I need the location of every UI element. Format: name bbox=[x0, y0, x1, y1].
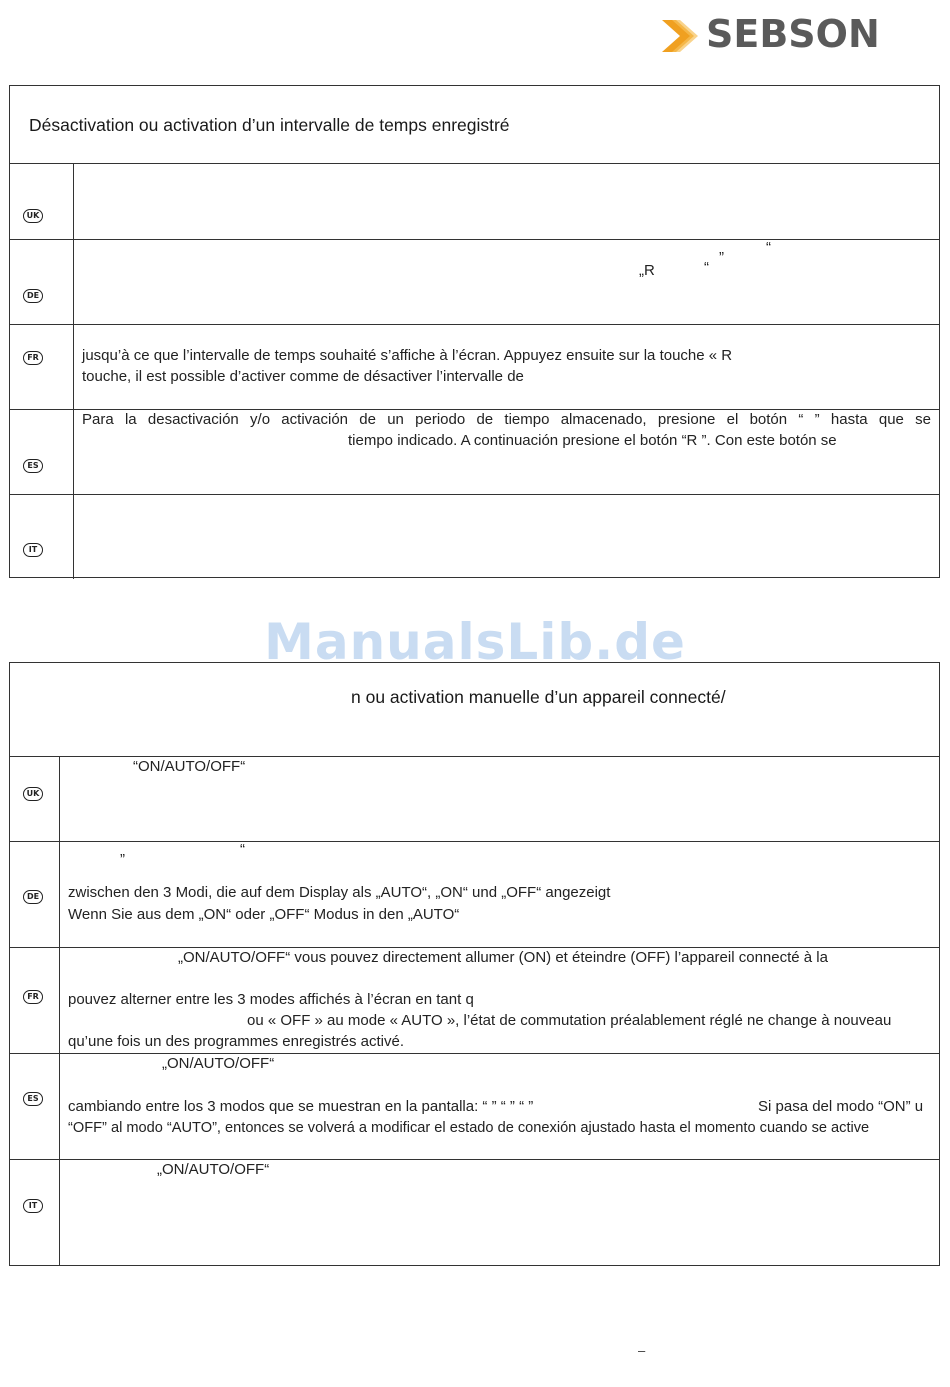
text-line: Wenn Sie aus dem „ON“ oder „OFF“ Modus in den „AUTO“ bbox=[68, 906, 460, 923]
text-line: touche, il est possible d’activer comme de désactiver l’intervalle de bbox=[82, 368, 524, 385]
section-title: Désactivation ou activation d’un intervalle de temps enregistré bbox=[29, 115, 510, 135]
text-line: jusqu’à ce que l’intervalle de temps souhaité s’affiche à l’écran. Appuyez ensuite sur la touche « R bbox=[82, 347, 733, 364]
text-line: „ON/AUTO/OFF“ vous pouvez directement allumer (ON) et éteindre (OFF) l’appareil connecté à la bbox=[178, 949, 828, 966]
section-title: n ou activation manuelle d’un appareil connecté/ bbox=[351, 687, 726, 707]
lang-row-de bbox=[10, 239, 939, 325]
text-line: „ON/AUTO/OFF“ bbox=[162, 1055, 275, 1072]
page-mark: – bbox=[638, 1343, 646, 1358]
lang-row-fr bbox=[10, 947, 939, 1054]
section-title-row bbox=[10, 86, 939, 164]
lang-badge-de: DE bbox=[23, 890, 43, 904]
lang-badge-it: IT bbox=[23, 543, 43, 557]
lang-badge-it: IT bbox=[23, 1199, 43, 1213]
section-title-row bbox=[10, 663, 939, 757]
lang-row-es bbox=[10, 409, 939, 495]
lang-badge-de: DE bbox=[23, 289, 43, 303]
text-line: pouvez alterner entre les 3 modes affichés à l’écran en tant q bbox=[68, 991, 474, 1008]
text-line: qu’une fois un des programmes enregistrés activé. bbox=[68, 1033, 405, 1050]
text-fragment: “ bbox=[240, 841, 245, 858]
lang-row-de bbox=[10, 841, 939, 948]
chevron-logo-icon bbox=[660, 16, 700, 56]
lang-row-uk bbox=[10, 163, 939, 240]
lang-row-es bbox=[10, 1053, 939, 1160]
section-deactivate-interval bbox=[9, 85, 940, 578]
section-manual-activation bbox=[9, 662, 940, 1266]
lang-row-it bbox=[10, 1159, 939, 1265]
text-fragment: ” bbox=[120, 851, 125, 868]
text-line: “OFF” al modo “AUTO”, entonces se volverá a modificar el estado de conexión ajustado hasta el momento cuando se active bbox=[68, 1120, 870, 1136]
text-line: zwischen den 3 Modi, die auf dem Display als „AUTO“, „ON“ und „OFF“ angezeigt bbox=[68, 884, 611, 901]
text-line: Si pasa del modo “ON” u bbox=[758, 1098, 924, 1115]
lang-badge-uk: UK bbox=[23, 787, 43, 801]
text-fragment: „R bbox=[639, 262, 655, 279]
text-line: cambiando entre los 3 modos que se muestran en la pantalla: “ ” “ ” “ ” bbox=[68, 1098, 534, 1115]
lang-badge-fr: FR bbox=[23, 351, 43, 365]
lang-badge-uk: UK bbox=[23, 209, 43, 223]
lang-badge-fr: FR bbox=[23, 990, 43, 1004]
text-fragment: “ bbox=[704, 259, 709, 276]
text-fragment: ” bbox=[719, 249, 724, 266]
text-line: “ON/AUTO/OFF“ bbox=[133, 758, 246, 775]
lang-row-it bbox=[10, 494, 939, 579]
sebson-logo bbox=[660, 14, 890, 58]
text-line: tiempo indicado. A continuación presione el botón “R ”. Con este botón se bbox=[348, 432, 837, 449]
lang-badge-es: ES bbox=[23, 1092, 43, 1106]
lang-row-uk bbox=[10, 756, 939, 842]
text-line: „ON/AUTO/OFF“ bbox=[157, 1161, 270, 1178]
lang-row-fr bbox=[10, 324, 939, 410]
brand-name: SEBSON bbox=[706, 12, 880, 56]
lang-badge-es: ES bbox=[23, 459, 43, 473]
text-fragment: “ bbox=[766, 239, 771, 256]
text-line: Para la desactivación y/o activación de un periodo de tiempo almacenado, presione el botón “ ” hasta que se bbox=[82, 411, 931, 428]
manualslib-watermark: ManualsLib.de bbox=[264, 613, 686, 671]
text-line: ou « OFF » au mode « AUTO », l’état de commutation préalablement réglé ne change à nouveau bbox=[247, 1012, 892, 1029]
